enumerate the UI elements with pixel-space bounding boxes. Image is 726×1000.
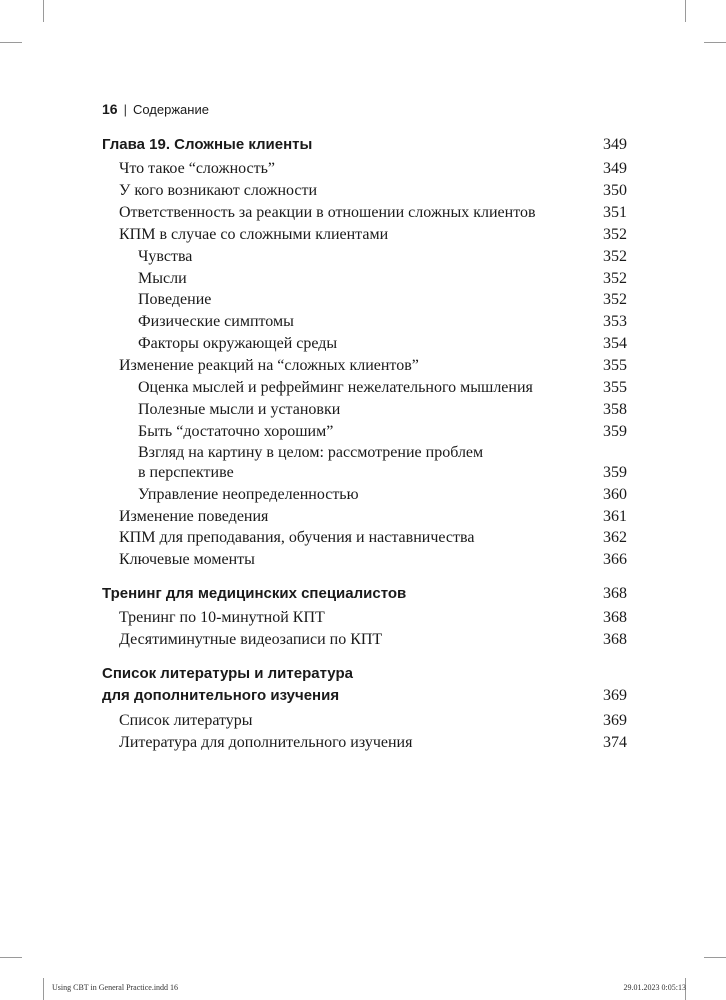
toc-entry-page: 351 [603, 204, 627, 221]
toc-entry-title: Оценка мыслей и рефрейминг нежелательного мышления [138, 379, 533, 396]
toc-entry-page: 368 [603, 609, 627, 626]
toc-entry-page: 369 [603, 712, 627, 729]
toc-entry-page: 369 [603, 687, 627, 704]
toc-entry-page: 352 [603, 248, 627, 265]
toc-entry-page: 359 [603, 464, 627, 481]
toc-entry-title: Литература для дополнительного изучения [119, 734, 413, 751]
toc-entry-title-line2: для дополнительного изучения [102, 687, 340, 704]
crop-mark-bottom-left [43, 978, 44, 1000]
crop-mark-top-right [685, 0, 686, 22]
toc-entry-title: Полезные мысли и установки [138, 401, 341, 418]
toc-entry-title: Мысли [138, 270, 187, 287]
toc-entry-page: 352 [603, 226, 627, 243]
toc-entry-page: 352 [603, 291, 627, 308]
toc-entry-page: 354 [603, 335, 627, 352]
toc-entry-title: Тренинг по 10-минутной КПТ [119, 609, 325, 626]
toc-entry-title-line2: в перспективе [138, 464, 234, 481]
toc-entry-page: 368 [603, 585, 627, 602]
toc-entry-page: 360 [603, 486, 627, 503]
toc-entry-title-line1: Список литературы и литература [102, 665, 353, 682]
toc-entry-page: 362 [603, 529, 627, 546]
toc-entry-page: 359 [603, 423, 627, 440]
toc-entry-page: 366 [603, 551, 627, 568]
toc-entry-page: 349 [603, 160, 627, 177]
running-head-section: Содержание [132, 101, 209, 117]
slug-timestamp: 29.01.2023 0:05:13 [623, 983, 686, 992]
toc-entry-title: Ответственность за реакции в отношении сложных клиентов [119, 204, 536, 221]
toc-entry-page: 368 [603, 631, 627, 648]
toc-entry-title: Изменение реакций на “сложных клиентов” [119, 357, 419, 374]
running-head [102, 101, 209, 117]
slug-filename: Using CBT in General Practice.indd 16 [52, 983, 179, 992]
toc-entry-title: Список литературы [119, 712, 253, 729]
toc-entry-title-line1: Взгляд на картину в целом: рассмотрение проблем [138, 444, 484, 461]
crop-mark-top-left [43, 0, 44, 22]
toc-entry-title: Чувства [138, 248, 193, 265]
running-head-separator: | [123, 101, 127, 117]
toc-entry-title: Быть “достаточно хорошим” [138, 423, 334, 440]
toc-entry-title: КПМ в случае со сложными клиентами [119, 226, 389, 243]
toc-entry-page: 374 [603, 734, 627, 751]
toc-entry-page: 355 [603, 379, 627, 396]
toc-entry-title: Изменение поведения [119, 508, 269, 525]
toc-entry-page: 355 [603, 357, 627, 374]
toc-entry-title: Факторы окружающей среды [138, 335, 338, 352]
toc-entry-title: Ключевые моменты [119, 551, 255, 568]
toc-entry-page: 358 [603, 401, 627, 418]
toc-entry-page: 361 [603, 508, 627, 525]
toc-entry-title: У кого возникают сложности [119, 182, 318, 199]
toc-entry-page: 349 [603, 136, 627, 153]
crop-mark-right-bottom [704, 957, 726, 958]
toc-entry-page: 350 [603, 182, 627, 199]
toc-entry-title: КПМ для преподавания, обучения и наставничества [119, 529, 475, 546]
crop-mark-left-bottom [0, 957, 22, 958]
crop-mark-right-top [704, 42, 726, 43]
toc-entry-page: 353 [603, 313, 627, 330]
toc-entry-title: Физические симптомы [138, 313, 294, 330]
toc-entry-title: Тренинг для медицинских специалистов [102, 585, 407, 602]
toc-entry-title: Глава 19. Сложные клиенты [102, 136, 313, 153]
toc-entry-title: Управление неопределенностью [138, 486, 359, 503]
toc-entry-title: Что такое “сложность” [119, 160, 276, 177]
toc-entry-title: Десятиминутные видеозаписи по КПТ [119, 631, 383, 648]
toc-entry-page: 352 [603, 270, 627, 287]
crop-mark-left-top [0, 42, 22, 43]
page-number: 16 [102, 101, 118, 117]
toc-entry-title: Поведение [138, 291, 212, 308]
